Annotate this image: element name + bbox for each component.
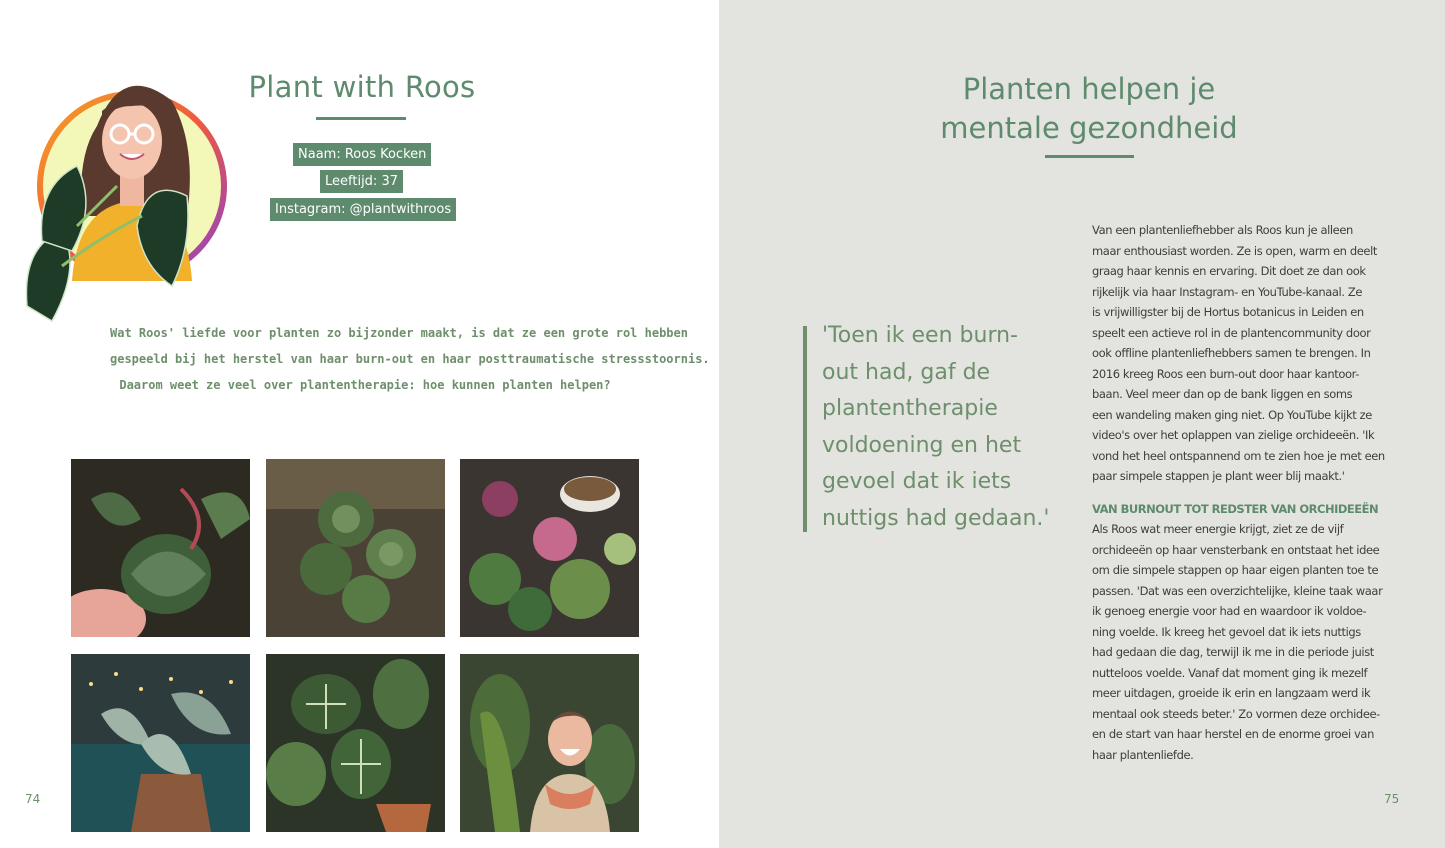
body-line: paar simpele stappen je plant weer blij maakt.'	[1092, 469, 1345, 483]
quote-line: out had, gaf de	[822, 359, 991, 385]
quote-line: plantentherapie	[822, 396, 998, 421]
body-line: speelt een actieve rol in de plantencommunity door	[1092, 325, 1371, 340]
article-title	[899, 70, 1279, 148]
body-line: baan. Veel meer dan op de bank liggen en soms	[1092, 387, 1353, 401]
title-underline	[316, 117, 406, 120]
plant-photo-icon	[71, 654, 250, 832]
person-with-plant-photo-icon	[460, 654, 639, 832]
quote-line: 'Toen ik een burn-	[822, 323, 1018, 348]
body-line: had gedaan die dag, terwijl ik me in die periode juist	[1092, 645, 1374, 659]
body-line: nutteloos voelde. Vanaf dat moment ging ik mezelf	[1092, 665, 1368, 680]
quote-line: nuttigs had gedaan.'	[822, 505, 1050, 531]
page-number: 74	[25, 792, 41, 806]
body-line: vond het heel ontspannend om te zien hoe je met een	[1092, 448, 1385, 463]
avatar-illustration-icon	[22, 66, 232, 328]
body-line: ook offline plantenliefhebbers samen te brengen. In	[1092, 346, 1371, 360]
right-page	[719, 0, 1445, 848]
page-number: 75	[1384, 792, 1400, 806]
title-line: Planten helpen je	[962, 72, 1216, 106]
intro-line: gespeeld bij het herstel van haar burn-out en haar posttraumatische stressstoornis.	[110, 352, 710, 366]
quote-bar	[803, 326, 807, 532]
page-title: Plant with Roos	[248, 70, 476, 104]
intro-line: Wat Roos' liefde voor planten zo bijzonder maakt, is dat ze een grote rol hebben	[110, 326, 688, 340]
body-line: rijkelijk via haar Instagram- en YouTube-kanaal. Ze	[1092, 284, 1363, 299]
body-line: meer uitdagen, groeide ik erin en langzaam werd ik	[1092, 686, 1371, 700]
body-line: ning voelde. Ik kreeg het gevoel dat ik iets nuttigs	[1092, 624, 1361, 639]
body-text	[1092, 220, 1385, 765]
body-line: Van een plantenliefhebber als Roos kun je alleen	[1092, 223, 1353, 237]
plant-photo-icon	[266, 459, 445, 637]
name-badge: Naam: Roos Kocken	[293, 143, 431, 166]
body-line: Als Roos wat meer energie krijgt, ziet ze de vijf	[1092, 522, 1344, 536]
quote-line: gevoel dat ik iets	[822, 469, 1012, 494]
body-line: graag haar kennis en ervaring. Dit doet ze dan ook	[1092, 264, 1366, 278]
quote-line: voldoening en het	[822, 432, 1022, 458]
photo-grid	[71, 459, 639, 832]
body-line: orchideeën op haar vensterbank en ontstaat het idee	[1092, 542, 1380, 557]
body-line: passen. 'Dat was een overzichtelijke, kleine taak waar	[1092, 583, 1383, 598]
left-page	[0, 0, 719, 848]
plant-photo-icon	[460, 459, 639, 637]
title-underline	[1045, 155, 1134, 158]
age-badge: Leeftijd: 37	[320, 170, 403, 193]
pull-quote	[822, 318, 1052, 537]
body-line: haar plantenliefde.	[1092, 747, 1194, 762]
body-line: video's over het oplappen van zielige orchideeën. 'Ik	[1092, 428, 1375, 442]
plant-photo-icon	[71, 459, 250, 637]
body-line: een wandeling maken ging niet. Op YouTube kijkt ze	[1092, 407, 1372, 422]
body-line: om die simpele stappen op haar eigen planten toe te	[1092, 563, 1379, 577]
intro-paragraph	[110, 320, 710, 398]
instagram-badge: Instagram: @plantwithroos	[270, 198, 456, 221]
plant-photo-icon	[266, 654, 445, 832]
body-line: 2016 kreeg Roos een burn-out door haar kantoor-	[1092, 366, 1359, 381]
section-subheading: VAN BURNOUT TOT REDSTER VAN ORCHIDEEËN	[1092, 501, 1379, 516]
body-line: mentaal ook steeds beter.' Zo vormen deze orchidee-	[1092, 706, 1380, 721]
intro-line: Daarom weet ze veel over plantentherapie: hoe kunnen planten helpen?	[119, 378, 611, 392]
title-line: mentale gezondheid	[940, 111, 1238, 145]
body-line: is vrijwilligster bij de Hortus botanicus in Leiden en	[1092, 305, 1364, 319]
body-line: ik genoeg energie voor had en waardoor ik voldoe-	[1092, 604, 1367, 618]
body-line: en de start van haar herstel en de enorme groei van	[1092, 727, 1374, 741]
body-line: maar enthousiast worden. Ze is open, warm en deelt	[1092, 243, 1377, 258]
